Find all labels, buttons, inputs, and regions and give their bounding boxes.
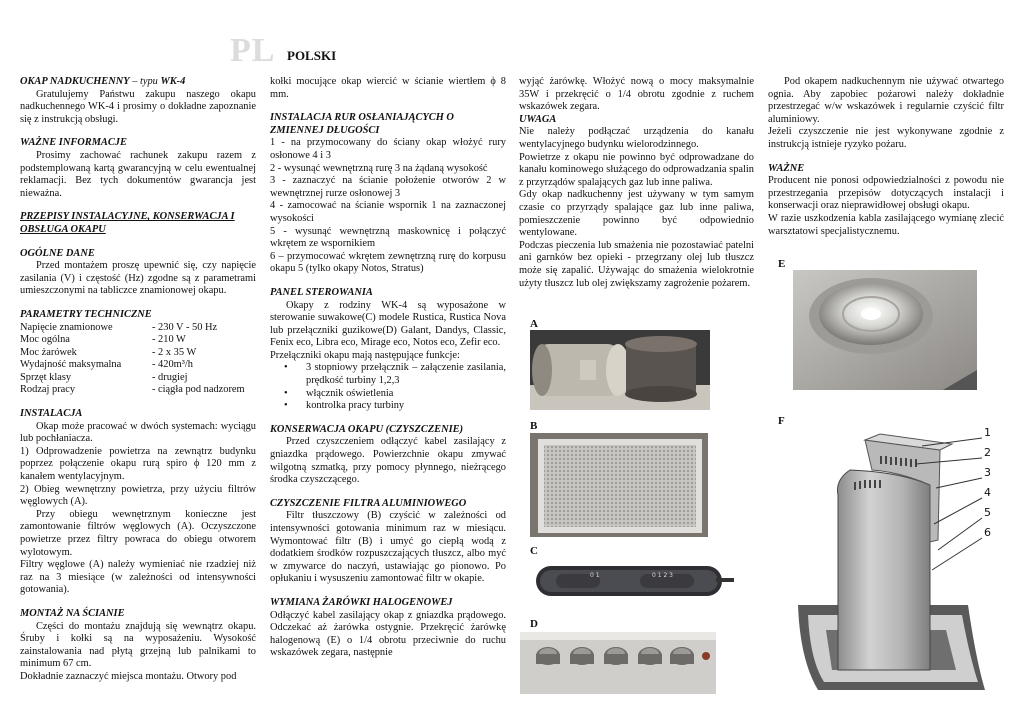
column-3 bbox=[519, 76, 754, 290]
list-item: • kontrolka pracy turbiny bbox=[270, 400, 506, 413]
wall-mount-text: Części do montażu znajdują się wewnątrz okapu. Śruby i kołki są na wyposażeniu. Wysokość zainstalowania nad płytą grzejną lub palnikami to minimum 67 cm. bbox=[20, 620, 256, 670]
install-text: Przy obiegu wewnętrznym konieczne jest zamontowanie filtrów węglowych (A). Oczyszczone powietrze przez filtry powraca do obiegu otworem wylotowym. bbox=[20, 508, 256, 558]
figure-c-label: C bbox=[530, 545, 538, 557]
figure-d-label: D bbox=[530, 618, 538, 630]
push-button bbox=[604, 647, 628, 665]
figure-c-slider-panel-photo bbox=[530, 558, 736, 602]
note-text: Nie należy podłączać urządzenia do kanału wentylacyjnego budynku wielorodzinnego. bbox=[519, 126, 754, 150]
column-2 bbox=[270, 76, 506, 660]
params-title: PARAMETRY TECHNICZNE bbox=[20, 308, 152, 320]
panel-text: Okapy z rodziny WK-4 są wyposażone w sterowanie suwakowe(C) modele Rustica, Rustica Nova lub przełączniki guzikowe(D) Galant, Dandys, Classic, Fenix eco, Libra eco, Mirage eco, Notos eco, Zefir eco. bbox=[270, 299, 506, 349]
language-code: PL bbox=[230, 32, 276, 69]
param-label: Rodzaj pracy bbox=[20, 384, 76, 396]
callout-4: 4 bbox=[984, 486, 991, 499]
important-text: W razie uszkodzenia kabla zasilającego wymianę zlecić warsztatowi specjalistycznemu. bbox=[768, 212, 1004, 237]
pipe-step: 4 - zamocować na ścianie wspornik 1 na zaznaczonej wysokości bbox=[270, 200, 506, 224]
push-button bbox=[536, 647, 560, 665]
important-info-title: WAŻNE INFORMACJE bbox=[20, 137, 127, 149]
figure-a-carbon-filter-photo bbox=[530, 330, 710, 410]
doc-title: OKAP NADKUCHENNY – typu WK-4 bbox=[20, 76, 186, 87]
filter-text: Filtr tłuszczowy (B) czyścić w zależności od intensywności gotowania minimum raz w miesiącu. Wymontować filtr (B) i umyć go ciepłą wodą z dodatkiem środków rozpuszczających tłuszcz, albo myć w zmywarce do naczyń, ustawiając go pionowo. Po opłukaniu i wysuszeniu zamontować filtr w okapie. bbox=[270, 510, 506, 585]
pipe-title: INSTALACJA RUR OSŁANIAJĄCYCH O ZMIENNEJ DŁUGOŚCI bbox=[270, 112, 454, 136]
column-1 bbox=[20, 76, 256, 684]
note-title: UWAGA bbox=[519, 113, 557, 125]
install-title: INSTALACJA bbox=[20, 408, 83, 420]
panel-c-light-marks: 0 1 bbox=[590, 572, 600, 579]
pipe-step: 5 - wysunąć wewnętrzną maskownicę i połączyć wkrętem ze wspornikiem bbox=[270, 225, 506, 250]
install-text: 2) Obieg wewnętrzny powietrza, przy użyciu filtrów węglowych (A). bbox=[20, 483, 256, 508]
push-button bbox=[670, 647, 694, 665]
param-label: Napięcie znamionowe bbox=[20, 321, 113, 333]
cleaning-text: Przed czyszczeniem odłączyć kabel zasilający z gniazdka prądowego. Powierzchnie okapu zmywać wilgotną szmatką, przy pomocy płynnego, nieżrącego środka czyszczącego. bbox=[270, 436, 506, 486]
wall-mount-cont: kołki mocujące okap wiercić w ścianie wiertłem ϕ 8 mm. bbox=[270, 76, 506, 100]
pipe-step: 3 - zaznaczyć na ścianie położenie otworów 2 w wewnętrznej rurze osłonowej 3 bbox=[270, 175, 506, 199]
cleaning-title: KONSERWACJA OKAPU (CZYSZCZENIE) bbox=[270, 423, 464, 435]
param-value: - 2 x 35 W bbox=[152, 346, 197, 358]
panel-c-fan-marks: 0 1 2 3 bbox=[652, 572, 673, 579]
note-text: Gdy okap nadkuchenny jest używany w tym samym czasie co przyrządy spalające gaz lub inne paliwa, pomieszczenie powinno być odpowiednio wentylowane. bbox=[519, 189, 754, 239]
figure-e-halogen-bulb-photo bbox=[793, 270, 977, 390]
pipe-step: 2 - wysunąć wewnętrzną rurę 3 na żądaną wysokość bbox=[270, 162, 488, 174]
install-text: Filtry węglowe (A) należy wymieniać nie rzadziej niż raz na 3 miesiące (w zależności od intensywności gotowania). bbox=[20, 559, 256, 596]
rules-title: PRZEPISY INSTALACYJNE, KONSERWACJA I OBSŁUGA OKAPU bbox=[20, 211, 235, 235]
push-button bbox=[638, 647, 662, 665]
figure-b-aluminium-filter-photo bbox=[530, 433, 708, 537]
callout-1: 1 bbox=[984, 426, 991, 439]
important-info-text: Prosimy zachować rachunek zakupu razem z podstemplowaną kartą gwarancyjną w celu ewentualnej reklamacji. Bez tych dokumentów gwarancja jest nieważna. bbox=[20, 149, 256, 199]
install-text: Okap może pracować w dwóch systemach: wyciągu lub pochłaniacza. bbox=[20, 420, 256, 445]
filter-title: CZYSZCZENIE FILTRA ALUMINIOWEGO bbox=[270, 497, 467, 509]
install-text: 1) Odprowadzenie powietrza na zewnątrz budynku poprzez połączenie okapu rurą spiro ϕ 120 mm z kanałem wentylacyjnym. bbox=[20, 445, 256, 483]
callout-3: 3 bbox=[984, 466, 991, 479]
bulb-text: Odłączyć kabel zasilający okap z gniazdka prądowego. Odczekać aż żarówka ostygnie. Przekręcić żarówkę halogenową (E) o 1/4 obrotu przeciwnie do ruchu wskazówek zegara, następnie bbox=[270, 609, 506, 659]
fire-warning-text: Jeżeli czyszczenie nie jest wykonywane zgodnie z instrukcją istnieje ryzyko pożaru. bbox=[768, 126, 1004, 150]
panel-title: PANEL STEROWANIA bbox=[270, 286, 373, 298]
callout-6: 6 bbox=[984, 526, 991, 539]
wall-mount-title: MONTAŻ NA ŚCIANIE bbox=[20, 607, 125, 619]
general-title: OGÓLNE DANE bbox=[20, 247, 95, 259]
callout-2: 2 bbox=[984, 446, 991, 459]
param-label: Wydajność maksymalna bbox=[20, 359, 122, 371]
param-label: Moc ogólna bbox=[20, 334, 70, 346]
param-label: Sprzęt klasy bbox=[20, 371, 72, 383]
indicator-led bbox=[702, 652, 710, 660]
pipe-step: 6 – przymocować wkrętem zewnętrzną rurę do korpusu okapu 5 (tylko okapy Notos, Stratus) bbox=[270, 250, 506, 275]
note-text: Podczas pieczenia lub smażenia nie pozostawiać patelni ani garnków bez opieki - przegrzany olej lub tłuszcz może się zapalić. Używając do smażenia wielokrotnie użyty tłuszcz lub olej zwiększamy zagrożenie pożarem. bbox=[519, 239, 754, 289]
note-text: Powietrze z okapu nie powinno być odprowadzane do kanału kominowego służącego do odprowadzania spalin z przyrządów spalających gaz lub inne paliwa. bbox=[519, 151, 754, 188]
general-text: Przed montażem proszę upewnić się, czy napięcie zasilania (V) i częstość (Hz) zgodne są z parametrami umieszczonymi na tabliczce znamionowej okapu. bbox=[20, 260, 256, 297]
important-text: Producent nie ponosi odpowiedzialności z powodu nie przestrzegania przepisów dotyczących instalacji i konserwacji oraz nieprawidłowej obsługi okapu. bbox=[768, 175, 1004, 212]
intro-text: Gratulujemy Państwu zakupu naszego okapu nadkuchennego WK-4 i prosimy o dokładne zapoznanie się z instrukcją obsługi. bbox=[20, 88, 256, 125]
figure-f-chimney-diagram bbox=[780, 420, 1020, 710]
pipe-step: 1 - na przymocowany do ściany okap włożyć rury osłonowe 4 i 3 bbox=[270, 137, 506, 161]
params-table bbox=[20, 322, 256, 398]
bulb-title: WYMIANA ŻARÓWKI HALOGENOWEJ bbox=[270, 596, 453, 608]
fire-warning-text: Pod okapem nadkuchennym nie używać otwartego ognia. Aby zapobiec pożarowi należy dokładnie przestrzegać w/w wskazówek i regularnie czyścić filtr aluminiowy. bbox=[768, 76, 1004, 125]
param-value: - 210 W bbox=[152, 334, 186, 346]
wall-mount-text: Dokładnie zaznaczyć miejsca montażu. Otwory pod bbox=[20, 670, 237, 682]
param-label: Moc żarówek bbox=[20, 346, 77, 358]
callout-5: 5 bbox=[984, 506, 991, 519]
language-name: POLSKI bbox=[287, 48, 337, 63]
list-item: • 3 stopniowy przełącznik – załączenie zasilania, prędkość turbiny 1,2,3 bbox=[270, 362, 506, 387]
column-4 bbox=[768, 76, 1004, 238]
figure-e-label: E bbox=[778, 258, 786, 270]
param-value: - drugiej bbox=[152, 371, 188, 383]
push-button bbox=[570, 647, 594, 665]
figure-b-label: B bbox=[530, 420, 538, 432]
panel-bullets bbox=[270, 362, 506, 412]
param-value: - 420m³/h bbox=[152, 359, 193, 371]
important-title: WAŻNE bbox=[768, 162, 805, 174]
panel-text: Przełączniki okapu mają następujące funkcje: bbox=[270, 349, 460, 361]
figure-d-button-panel-photo bbox=[520, 632, 716, 694]
figure-f-label: F bbox=[778, 415, 785, 427]
param-value: - ciągła pod nadzorem bbox=[152, 384, 245, 396]
list-item: • włącznik oświetlenia bbox=[270, 388, 506, 401]
figure-a-label: A bbox=[530, 318, 538, 330]
param-value: - 230 V - 50 Hz bbox=[152, 321, 218, 333]
bulb-text-cont: wyjąć żarówkę. Włożyć nową o mocy maksymalnie 35W i przekręcić o 1/4 obrotu zgodnie z ruchem wskazówek zegara. bbox=[519, 76, 754, 113]
